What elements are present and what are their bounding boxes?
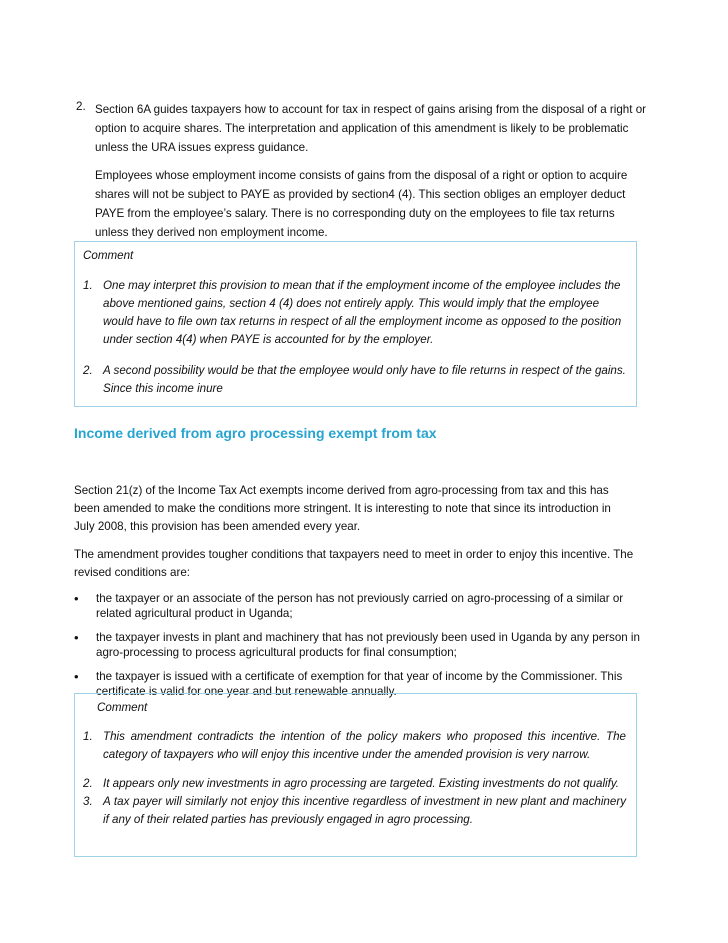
list-item	[74, 591, 646, 621]
comment-item-text: One may interpret this provision to mean that if the employment income of the employee includes the above mentioned gains, section 4 (4) does not entirely apply. This would imply that the employee would have to file own tax returns in respect of all the employment income as opposed to the position under section 4(4) when PAYE is accounted for by the employer.	[103, 279, 622, 346]
comment-item	[83, 277, 626, 349]
comment-item-text: A second possibility would be that the employee would only have to file returns in respect of the gains. Since this income inure	[103, 364, 626, 395]
comment-item-number: 1.	[83, 279, 93, 292]
section-heading: Income derived from agro processing exempt from tax	[74, 425, 437, 441]
conditions-list	[74, 591, 646, 708]
comment-title: Comment	[97, 701, 148, 714]
comment-item-number: 2.	[83, 777, 93, 790]
employees-paragraph: Employees whose employment income consists of gains from the disposal of a right or option to acquire shares will not be subject to PAYE as provided by section4 (4). This section obliges an employer deduct PAYE from the employee’s salary. There is no corresponding duty on the employees to file tax returns unless they derived non employment income.	[95, 169, 628, 239]
comment-item	[83, 362, 626, 398]
comment-title: Comment	[83, 249, 134, 262]
list-item	[74, 630, 646, 660]
comment-item	[83, 775, 626, 793]
comment-item-number: 3.	[83, 795, 93, 808]
comment-item-text: It appears only new investments in agro processing are targeted. Existing investments do not qualify.	[103, 777, 619, 790]
comment-box-2	[74, 693, 637, 857]
comment-item	[83, 728, 626, 764]
numbered-item-2	[74, 100, 646, 242]
section6a-paragraph: Section 6A guides taxpayers how to account for tax in respect of gains arising from the disposal of a right or option to acquire shares. The interpretation and application of this amendment is likely to be problematic unless the URA issues express guidance.	[95, 103, 647, 154]
comment-box-1	[74, 241, 637, 407]
condition-text: the taxpayer is issued with a certificate of exemption for that year of income by the Commissioner. This certificate is valid for one year and but renewable annually.	[96, 670, 623, 698]
condition-text: the taxpayer invests in plant and machinery that has not previously been used in Uganda by any person in agro-processing to process agricultural products for final consumption;	[96, 631, 640, 659]
bullet-icon: •	[74, 669, 79, 684]
amendment-paragraph: The amendment provides tougher conditions that taxpayers need to meet in order to enjoy this incentive. The revised conditions are:	[74, 548, 634, 579]
bullet-icon: •	[74, 630, 79, 645]
section21-paragraph: Section 21(z) of the Income Tax Act exempts income derived from agro-processing from tax and this has been amended to make the conditions more stringent. It is interesting to note that since its introduction in July 2008, this provision has been amended every year.	[74, 484, 611, 533]
comment-item-number: 2.	[83, 364, 93, 377]
comment-item	[83, 793, 626, 829]
item-number: 2.	[76, 100, 86, 113]
comment-item-number: 1.	[83, 730, 93, 743]
bullet-icon: •	[74, 591, 79, 606]
comment-item-text: A tax payer will similarly not enjoy this incentive regardless of investment in new plant and machinery if any of their related parties has previously engaged in agro processing.	[103, 795, 626, 826]
comment-item-text: This amendment contradicts the intention of the policy makers who proposed this incentive. The category of taxpayers who will enjoy this incentive under the amended provision is very narrow.	[103, 730, 626, 761]
condition-text: the taxpayer or an associate of the person has not previously carried on agro-processing of a similar or related agricultural product in Uganda;	[96, 592, 624, 620]
